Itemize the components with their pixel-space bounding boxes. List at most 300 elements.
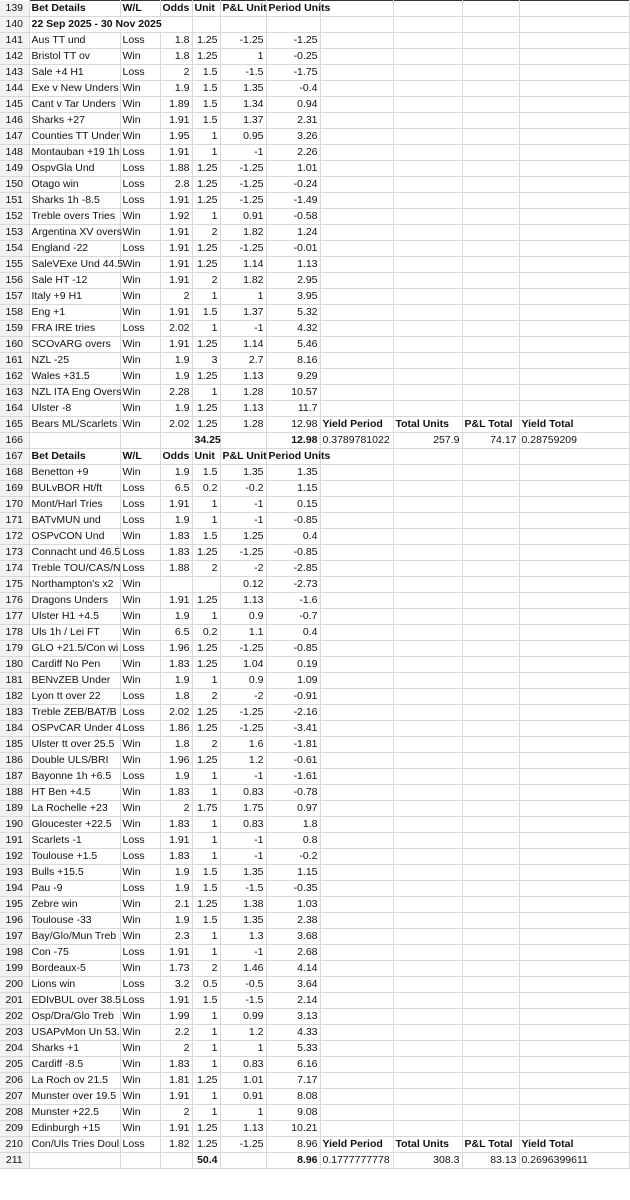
result-cell[interactable]: Loss — [120, 241, 160, 257]
empty-cell[interactable] — [393, 449, 462, 465]
period-units-cell[interactable]: 2.14 — [266, 993, 320, 1009]
unit-cell[interactable]: 1 — [192, 1105, 220, 1121]
empty-cell[interactable] — [393, 1041, 462, 1057]
empty-cell[interactable] — [462, 849, 519, 865]
pl-unit-cell[interactable]: -0.5 — [220, 977, 266, 993]
empty-cell[interactable] — [519, 529, 629, 545]
period-units-cell[interactable]: 2.38 — [266, 913, 320, 929]
pl-unit-cell[interactable]: 0.91 — [220, 209, 266, 225]
unit-cell[interactable]: 1.25 — [192, 705, 220, 721]
odds-cell[interactable]: 1.9 — [160, 609, 192, 625]
empty-cell[interactable] — [519, 145, 629, 161]
odds-cell[interactable]: 1.88 — [160, 161, 192, 177]
empty-cell[interactable] — [320, 961, 393, 977]
empty-cell[interactable] — [393, 769, 462, 785]
result-cell[interactable]: Win — [120, 1089, 160, 1105]
result-cell[interactable]: Win — [120, 1025, 160, 1041]
result-cell[interactable]: Loss — [120, 145, 160, 161]
odds-cell[interactable]: 1.88 — [160, 561, 192, 577]
result-cell[interactable]: Win — [120, 289, 160, 305]
bet-details-cell[interactable]: Lyon tt over 22 — [29, 689, 120, 705]
empty-cell[interactable] — [519, 673, 629, 689]
empty-cell[interactable] — [393, 1089, 462, 1105]
pl-unit-cell[interactable]: -1.25 — [220, 1137, 266, 1153]
column-header[interactable]: W/L — [120, 1, 160, 17]
empty-cell[interactable] — [519, 497, 629, 513]
total-units-value[interactable]: 308.3 — [393, 1153, 462, 1169]
empty-cell[interactable] — [320, 1009, 393, 1025]
bet-details-cell[interactable]: Argentina XV overs — [29, 225, 120, 241]
pl-unit-cell[interactable]: -0.2 — [220, 481, 266, 497]
empty-cell[interactable] — [462, 737, 519, 753]
column-header[interactable]: P&L Unit — [220, 1, 266, 17]
odds-cell[interactable]: 1.91 — [160, 1121, 192, 1137]
unit-cell[interactable]: 0.5 — [192, 977, 220, 993]
period-units-cell[interactable]: 5.33 — [266, 1041, 320, 1057]
empty-cell[interactable] — [393, 929, 462, 945]
period-units-cell[interactable]: -0.7 — [266, 609, 320, 625]
empty-cell[interactable] — [462, 305, 519, 321]
odds-cell[interactable]: 2.2 — [160, 1025, 192, 1041]
result-cell[interactable]: Loss — [120, 161, 160, 177]
empty-cell[interactable] — [320, 577, 393, 593]
empty-cell[interactable] — [320, 481, 393, 497]
bet-details-cell[interactable]: Benetton +9 — [29, 465, 120, 481]
period-units-cell[interactable]: 1.8 — [266, 817, 320, 833]
empty-cell[interactable] — [393, 833, 462, 849]
unit-cell[interactable]: 2 — [192, 961, 220, 977]
pl-unit-cell[interactable]: 0.83 — [220, 1057, 266, 1073]
period-units-cell[interactable]: 3.13 — [266, 1009, 320, 1025]
result-cell[interactable]: Win — [120, 97, 160, 113]
pl-unit-cell[interactable]: 1.82 — [220, 225, 266, 241]
period-units-cell[interactable]: -0.85 — [266, 641, 320, 657]
unit-cell[interactable]: 1 — [192, 817, 220, 833]
odds-cell[interactable]: 1.86 — [160, 721, 192, 737]
empty-cell[interactable] — [393, 993, 462, 1009]
pl-unit-cell[interactable]: -1.25 — [220, 161, 266, 177]
pl-unit-cell[interactable]: 1.35 — [220, 465, 266, 481]
empty-cell[interactable] — [393, 1105, 462, 1121]
pl-unit-cell[interactable]: 0.95 — [220, 129, 266, 145]
empty-cell[interactable] — [393, 225, 462, 241]
result-cell[interactable]: Loss — [120, 945, 160, 961]
result-cell[interactable]: Win — [120, 929, 160, 945]
empty-cell[interactable] — [519, 65, 629, 81]
odds-cell[interactable]: 1.9 — [160, 369, 192, 385]
empty-cell[interactable] — [320, 881, 393, 897]
odds-cell[interactable]: 6.5 — [160, 481, 192, 497]
empty-cell[interactable] — [462, 961, 519, 977]
empty-cell[interactable] — [519, 1025, 629, 1041]
result-cell[interactable]: Win — [120, 209, 160, 225]
bet-details-cell[interactable]: USAPvMon Un 53. — [29, 1025, 120, 1041]
period-units-cell[interactable]: -0.01 — [266, 241, 320, 257]
bet-details-cell[interactable]: England -22 — [29, 241, 120, 257]
odds-cell[interactable]: 2.1 — [160, 897, 192, 913]
odds-cell[interactable]: 1.83 — [160, 785, 192, 801]
result-cell[interactable]: Loss — [120, 705, 160, 721]
unit-total[interactable]: 50.4 — [192, 1153, 220, 1169]
empty-cell[interactable] — [320, 129, 393, 145]
period-units-cell[interactable]: 9.29 — [266, 369, 320, 385]
result-cell[interactable]: Win — [120, 817, 160, 833]
bet-details-cell[interactable]: Bristol TT ov — [29, 49, 120, 65]
empty-cell[interactable] — [462, 913, 519, 929]
empty-cell[interactable] — [462, 65, 519, 81]
empty-cell[interactable] — [462, 801, 519, 817]
pl-unit-cell[interactable]: 1.2 — [220, 753, 266, 769]
unit-cell[interactable]: 1.25 — [192, 721, 220, 737]
result-cell[interactable]: Win — [120, 1041, 160, 1057]
unit-cell[interactable]: 1.5 — [192, 465, 220, 481]
empty-cell[interactable] — [462, 833, 519, 849]
summary-header[interactable]: Yield Total — [519, 1137, 629, 1153]
summary-header[interactable]: Yield Period — [320, 417, 393, 433]
bet-details-cell[interactable]: Sharks +1 — [29, 1041, 120, 1057]
bet-details-cell[interactable]: Treble ZEB/BAT/B — [29, 705, 120, 721]
period-units-cell[interactable]: -2.85 — [266, 561, 320, 577]
pl-unit-cell[interactable]: 1.38 — [220, 897, 266, 913]
bet-details-cell[interactable]: Treble overs Tries — [29, 209, 120, 225]
empty-cell[interactable] — [519, 929, 629, 945]
odds-cell[interactable]: 1.8 — [160, 33, 192, 49]
result-cell[interactable]: Win — [120, 129, 160, 145]
empty-cell[interactable] — [462, 753, 519, 769]
bet-details-cell[interactable]: Northampton's x2 — [29, 577, 120, 593]
empty-cell[interactable] — [393, 737, 462, 753]
unit-cell[interactable]: 1.25 — [192, 545, 220, 561]
unit-cell[interactable]: 2 — [192, 225, 220, 241]
odds-cell[interactable]: 1.81 — [160, 1073, 192, 1089]
empty-cell[interactable] — [462, 721, 519, 737]
yield-total-value[interactable]: 0.28759209 — [519, 433, 629, 449]
empty-cell[interactable] — [462, 49, 519, 65]
empty-cell[interactable] — [393, 113, 462, 129]
pl-unit-cell[interactable]: 1 — [220, 289, 266, 305]
empty-cell[interactable] — [519, 385, 629, 401]
empty-cell[interactable] — [519, 113, 629, 129]
empty-cell[interactable] — [393, 273, 462, 289]
column-header[interactable]: Unit — [192, 1, 220, 17]
empty-cell[interactable] — [519, 801, 629, 817]
empty-cell[interactable] — [320, 753, 393, 769]
empty-cell[interactable] — [519, 945, 629, 961]
bet-details-cell[interactable]: Bay/Glo/Mun Treb — [29, 929, 120, 945]
empty-cell[interactable] — [462, 497, 519, 513]
pl-unit-cell[interactable]: 1.25 — [220, 529, 266, 545]
bet-details-cell[interactable]: Cardiff No Pen — [29, 657, 120, 673]
period-units-cell[interactable]: 1.15 — [266, 481, 320, 497]
pl-unit-cell[interactable]: 1.34 — [220, 97, 266, 113]
period-units-cell[interactable]: -1.25 — [266, 33, 320, 49]
result-cell[interactable]: Loss — [120, 497, 160, 513]
odds-cell[interactable]: 1.9 — [160, 673, 192, 689]
odds-cell[interactable]: 1.91 — [160, 193, 192, 209]
bet-details-cell[interactable]: Munster over 19.5 — [29, 1089, 120, 1105]
empty-cell[interactable] — [462, 97, 519, 113]
pl-unit-cell[interactable]: 1.14 — [220, 257, 266, 273]
period-units-cell[interactable]: 3.26 — [266, 129, 320, 145]
pl-unit-cell[interactable]: -1 — [220, 769, 266, 785]
empty-cell[interactable] — [320, 321, 393, 337]
result-cell[interactable]: Win — [120, 1121, 160, 1137]
odds-cell[interactable]: 1.91 — [160, 1089, 192, 1105]
bet-details-cell[interactable]: Con -75 — [29, 945, 120, 961]
empty-cell[interactable] — [393, 177, 462, 193]
empty-cell[interactable] — [320, 385, 393, 401]
period-units-cell[interactable]: 0.4 — [266, 529, 320, 545]
period-units-cell[interactable]: 5.32 — [266, 305, 320, 321]
pl-unit-cell[interactable]: 1.46 — [220, 961, 266, 977]
unit-cell[interactable]: 1 — [192, 609, 220, 625]
empty-cell[interactable] — [519, 961, 629, 977]
pl-unit-cell[interactable]: 1.13 — [220, 401, 266, 417]
result-cell[interactable]: Win — [120, 81, 160, 97]
empty-cell[interactable] — [29, 1153, 120, 1169]
result-cell[interactable]: Loss — [120, 769, 160, 785]
result-cell[interactable]: Loss — [120, 689, 160, 705]
period-units-cell[interactable]: 2.68 — [266, 945, 320, 961]
period-units-cell[interactable]: -0.85 — [266, 513, 320, 529]
bet-details-cell[interactable]: SaleVExe Und 44.5 — [29, 257, 120, 273]
empty-cell[interactable] — [393, 529, 462, 545]
odds-cell[interactable]: 1.91 — [160, 225, 192, 241]
empty-cell[interactable] — [120, 433, 160, 449]
unit-cell[interactable]: 1.75 — [192, 801, 220, 817]
unit-total[interactable]: 34.25 — [192, 433, 220, 449]
result-cell[interactable]: Win — [120, 577, 160, 593]
empty-cell[interactable] — [519, 1, 629, 17]
period-units-cell[interactable]: 1.13 — [266, 257, 320, 273]
empty-cell[interactable] — [393, 353, 462, 369]
result-cell[interactable]: Loss — [120, 977, 160, 993]
pl-unit-cell[interactable]: -1.25 — [220, 721, 266, 737]
unit-cell[interactable]: 3 — [192, 353, 220, 369]
bet-details-cell[interactable]: EDIvBUL over 38.5 — [29, 993, 120, 1009]
empty-cell[interactable] — [393, 657, 462, 673]
bet-details-cell[interactable]: Sale HT -12 — [29, 273, 120, 289]
unit-cell[interactable]: 1 — [192, 785, 220, 801]
pl-unit-cell[interactable]: 1.01 — [220, 1073, 266, 1089]
pl-unit-cell[interactable]: 1 — [220, 1105, 266, 1121]
empty-cell[interactable] — [462, 625, 519, 641]
empty-cell[interactable] — [519, 849, 629, 865]
period-units-cell[interactable]: 8.08 — [266, 1089, 320, 1105]
unit-cell[interactable]: 1 — [192, 673, 220, 689]
empty-cell[interactable] — [462, 481, 519, 497]
bet-details-cell[interactable]: BATvMUN und — [29, 513, 120, 529]
unit-cell[interactable]: 1.25 — [192, 193, 220, 209]
period-units-cell[interactable]: 10.21 — [266, 1121, 320, 1137]
empty-cell[interactable] — [462, 561, 519, 577]
result-cell[interactable]: Win — [120, 737, 160, 753]
empty-cell[interactable] — [393, 705, 462, 721]
result-cell[interactable]: Win — [120, 1009, 160, 1025]
empty-cell[interactable] — [519, 273, 629, 289]
unit-cell[interactable]: 1.5 — [192, 113, 220, 129]
result-cell[interactable]: Loss — [120, 849, 160, 865]
odds-cell[interactable]: 1.9 — [160, 769, 192, 785]
pl-unit-cell[interactable]: 0.9 — [220, 673, 266, 689]
odds-cell[interactable]: 2.02 — [160, 417, 192, 433]
odds-cell[interactable]: 1.9 — [160, 81, 192, 97]
empty-cell[interactable] — [519, 129, 629, 145]
empty-cell[interactable] — [320, 289, 393, 305]
empty-cell[interactable] — [320, 513, 393, 529]
bet-details-cell[interactable]: Lions win — [29, 977, 120, 993]
pl-unit-cell[interactable]: -1.5 — [220, 993, 266, 1009]
empty-cell[interactable] — [320, 1073, 393, 1089]
empty-cell[interactable] — [462, 513, 519, 529]
odds-cell[interactable]: 1.9 — [160, 881, 192, 897]
empty-cell[interactable] — [519, 321, 629, 337]
odds-cell[interactable]: 1.91 — [160, 945, 192, 961]
empty-cell[interactable] — [393, 145, 462, 161]
empty-cell[interactable] — [519, 193, 629, 209]
result-cell[interactable]: Win — [120, 913, 160, 929]
odds-cell[interactable]: 1.91 — [160, 497, 192, 513]
empty-cell[interactable] — [320, 257, 393, 273]
bet-details-cell[interactable]: Ulster -8 — [29, 401, 120, 417]
period-units-cell[interactable]: -1.61 — [266, 769, 320, 785]
empty-cell[interactable] — [393, 513, 462, 529]
column-header[interactable]: Bet Details — [29, 1, 120, 17]
empty-cell[interactable] — [393, 641, 462, 657]
unit-cell[interactable]: 1.25 — [192, 753, 220, 769]
unit-cell[interactable]: 1.5 — [192, 865, 220, 881]
pl-unit-cell[interactable]: -1 — [220, 945, 266, 961]
bet-details-cell[interactable]: Zebre win — [29, 897, 120, 913]
pl-unit-cell[interactable]: 1.1 — [220, 625, 266, 641]
empty-cell[interactable] — [320, 177, 393, 193]
empty-cell[interactable] — [519, 481, 629, 497]
unit-cell[interactable]: 1 — [192, 385, 220, 401]
empty-cell[interactable] — [320, 913, 393, 929]
empty-cell[interactable] — [462, 385, 519, 401]
period-units-cell[interactable]: 0.97 — [266, 801, 320, 817]
odds-cell[interactable]: 2.3 — [160, 929, 192, 945]
bet-details-cell[interactable]: Sharks +27 — [29, 113, 120, 129]
pl-unit-cell[interactable]: 1.14 — [220, 337, 266, 353]
empty-cell[interactable] — [320, 465, 393, 481]
empty-cell[interactable] — [462, 209, 519, 225]
result-cell[interactable]: Win — [120, 353, 160, 369]
empty-cell[interactable] — [320, 561, 393, 577]
unit-cell[interactable]: 1.25 — [192, 337, 220, 353]
unit-cell[interactable]: 1.25 — [192, 369, 220, 385]
bet-details-cell[interactable]: NZL ITA Eng Overs — [29, 385, 120, 401]
bet-details-cell[interactable]: HT Ben +4.5 — [29, 785, 120, 801]
empty-cell[interactable] — [519, 993, 629, 1009]
odds-cell[interactable]: 2 — [160, 289, 192, 305]
empty-cell[interactable] — [320, 945, 393, 961]
bet-details-cell[interactable]: BULvBOR Ht/ft — [29, 481, 120, 497]
empty-cell[interactable] — [519, 97, 629, 113]
odds-cell[interactable]: 1.99 — [160, 1009, 192, 1025]
period-units-cell[interactable]: 0.4 — [266, 625, 320, 641]
result-cell[interactable]: Loss — [120, 721, 160, 737]
bet-details-cell[interactable]: Exe v New Unders — [29, 81, 120, 97]
unit-cell[interactable]: 1 — [192, 513, 220, 529]
pl-unit-cell[interactable]: 1.28 — [220, 385, 266, 401]
empty-cell[interactable] — [393, 193, 462, 209]
empty-cell[interactable] — [320, 273, 393, 289]
period-units-cell[interactable]: 9.08 — [266, 1105, 320, 1121]
empty-cell[interactable] — [393, 321, 462, 337]
odds-cell[interactable]: 1.91 — [160, 833, 192, 849]
bet-details-cell[interactable]: Osp/Dra/Glo Treb — [29, 1009, 120, 1025]
odds-cell[interactable]: 1.92 — [160, 209, 192, 225]
result-cell[interactable]: Win — [120, 897, 160, 913]
result-cell[interactable]: Win — [120, 785, 160, 801]
result-cell[interactable]: Win — [120, 625, 160, 641]
empty-cell[interactable] — [320, 97, 393, 113]
empty-cell[interactable] — [320, 1089, 393, 1105]
odds-cell[interactable]: 1.91 — [160, 273, 192, 289]
empty-cell[interactable] — [519, 785, 629, 801]
empty-cell[interactable] — [462, 897, 519, 913]
empty-cell[interactable] — [462, 225, 519, 241]
empty-cell[interactable] — [519, 1121, 629, 1137]
empty-cell[interactable] — [519, 625, 629, 641]
pl-unit-cell[interactable]: 0.91 — [220, 1089, 266, 1105]
period-units-cell[interactable]: -0.61 — [266, 753, 320, 769]
pl-unit-cell[interactable]: -1.25 — [220, 177, 266, 193]
period-units-cell[interactable]: 5.46 — [266, 337, 320, 353]
empty-cell[interactable] — [393, 1009, 462, 1025]
empty-cell[interactable] — [462, 1057, 519, 1073]
empty-cell[interactable] — [393, 289, 462, 305]
bet-details-cell[interactable]: OspvGla Und — [29, 161, 120, 177]
summary-header[interactable]: P&L Total — [462, 1137, 519, 1153]
result-cell[interactable]: Win — [120, 1057, 160, 1073]
empty-cell[interactable] — [462, 1, 519, 17]
empty-cell[interactable] — [320, 305, 393, 321]
period-units-cell[interactable]: 1.09 — [266, 673, 320, 689]
pl-unit-cell[interactable]: -1.5 — [220, 65, 266, 81]
empty-cell[interactable] — [462, 657, 519, 673]
empty-cell[interactable] — [519, 1073, 629, 1089]
result-cell[interactable]: Win — [120, 1073, 160, 1089]
period-units-cell[interactable]: 2.95 — [266, 273, 320, 289]
odds-cell[interactable]: 2.02 — [160, 321, 192, 337]
empty-cell[interactable] — [320, 769, 393, 785]
odds-cell[interactable]: 1.83 — [160, 545, 192, 561]
empty-cell[interactable] — [462, 529, 519, 545]
result-cell[interactable]: Win — [120, 257, 160, 273]
pl-unit-cell[interactable]: 1.35 — [220, 913, 266, 929]
empty-cell[interactable] — [519, 369, 629, 385]
empty-cell[interactable] — [320, 369, 393, 385]
pl-unit-cell[interactable]: 1.37 — [220, 305, 266, 321]
bet-details-cell[interactable]: Munster +22.5 — [29, 1105, 120, 1121]
bet-details-cell[interactable]: GLO +21.5/Con wi — [29, 641, 120, 657]
empty-cell[interactable] — [462, 113, 519, 129]
period-units-cell[interactable]: 1.24 — [266, 225, 320, 241]
empty-cell[interactable] — [320, 401, 393, 417]
unit-cell[interactable]: 1.25 — [192, 1137, 220, 1153]
bet-details-cell[interactable]: Bulls +15.5 — [29, 865, 120, 881]
empty-cell[interactable] — [320, 849, 393, 865]
empty-cell[interactable] — [393, 305, 462, 321]
result-cell[interactable]: Loss — [120, 65, 160, 81]
unit-cell[interactable]: 2 — [192, 689, 220, 705]
unit-cell[interactable] — [192, 577, 220, 593]
empty-cell[interactable] — [519, 257, 629, 273]
period-units-cell[interactable]: 0.94 — [266, 97, 320, 113]
column-header[interactable]: Bet Details — [29, 449, 120, 465]
